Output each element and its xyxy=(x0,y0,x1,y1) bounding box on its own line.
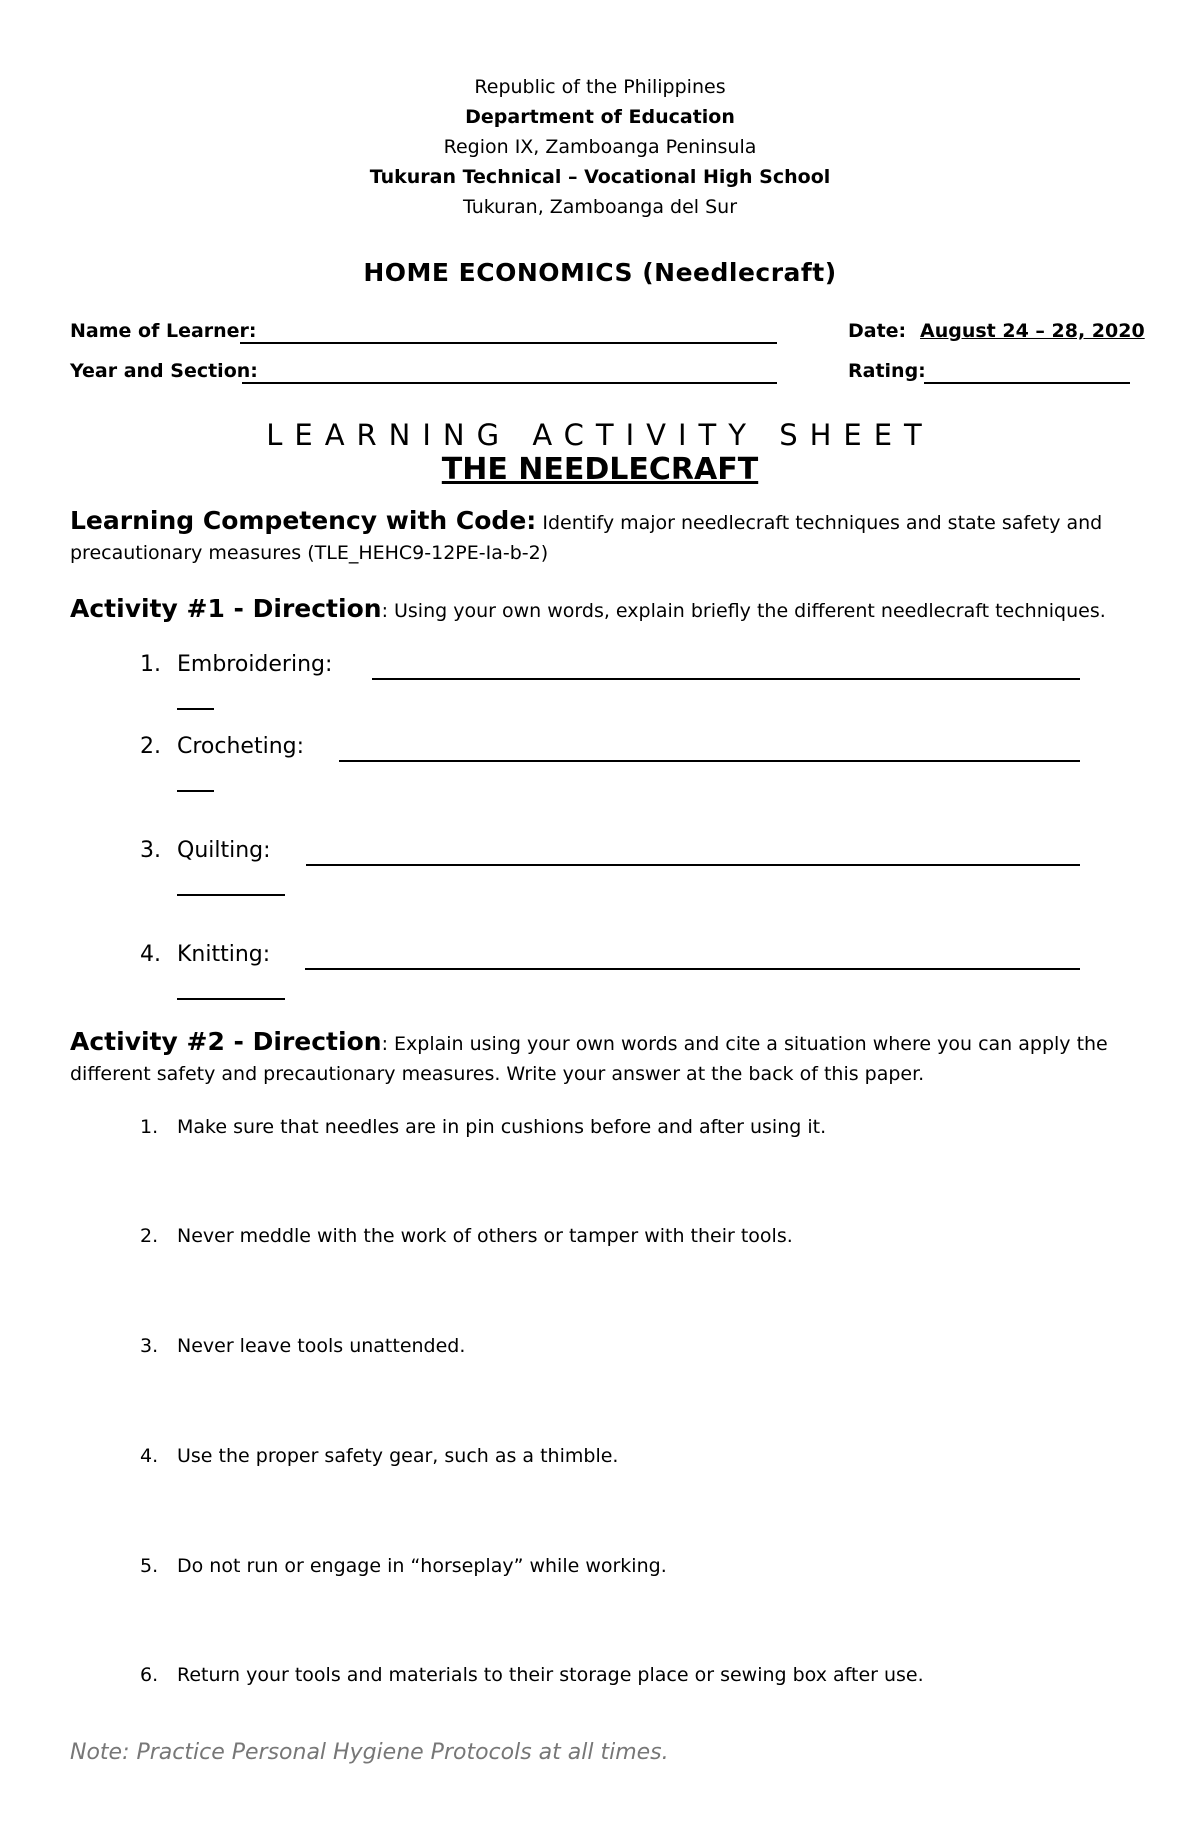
item-label: Quilting: xyxy=(177,838,271,863)
rating-blank[interactable] xyxy=(924,360,1130,384)
item-label: Crocheting: xyxy=(177,734,305,759)
item-text: Never meddle with the work of others or tamper with their tools. xyxy=(177,1225,793,1247)
competency-label: Learning Competency with Code: xyxy=(70,506,537,535)
competency-text: Identify major needlecraft techniques and state safety and precautionary measures (TLE_HEHC9-12PE-Ia-b-2) xyxy=(70,512,1103,564)
item-number: 2. xyxy=(140,1225,159,1247)
header-address: Tukuran, Zamboanga del Sur xyxy=(462,196,738,218)
section-label: Year and Section: xyxy=(70,360,258,382)
answer-blank-continued[interactable] xyxy=(177,768,214,792)
document-header xyxy=(0,72,1200,222)
hygiene-note: Note: Practice Personal Hygiene Protocols at all times. xyxy=(70,1740,669,1765)
name-blank[interactable] xyxy=(240,320,777,344)
item-number: 2. xyxy=(140,734,161,759)
answer-blank[interactable] xyxy=(339,738,1080,762)
section-blank[interactable] xyxy=(242,360,777,384)
header-department: Department of Education xyxy=(465,106,735,128)
item-number: 4. xyxy=(140,1445,159,1467)
item-label: Embroidering: xyxy=(177,652,333,677)
rating-label: Rating: xyxy=(848,360,926,382)
activity1-direction xyxy=(70,594,1130,626)
item-number: 6. xyxy=(140,1664,159,1686)
item-text: Make sure that needles are in pin cushions before and after using it. xyxy=(177,1116,827,1138)
header-region: Region IX, Zamboanga Peninsula xyxy=(443,136,757,158)
activity1-label: Activity #1 - Direction xyxy=(70,594,382,623)
name-label: Name of Learner: xyxy=(70,320,257,342)
subject-title: HOME ECONOMICS (Needlecraft) xyxy=(363,258,837,287)
answer-blank[interactable] xyxy=(305,946,1080,970)
item-number: 1. xyxy=(140,1116,159,1138)
answer-blank[interactable] xyxy=(306,842,1080,866)
header-country: Republic of the Philippines xyxy=(474,76,726,98)
item-text: Return your tools and materials to their storage place or sewing box after use. xyxy=(177,1664,924,1686)
item-number: 3. xyxy=(140,1335,159,1357)
activity2-direction xyxy=(70,1027,1130,1089)
activity1-text: : Using your own words, explain briefly the different needlecraft techniques. xyxy=(381,600,1106,622)
item-number: 3. xyxy=(140,838,161,863)
header-school: Tukuran Technical – Vocational High School xyxy=(369,166,831,188)
main-title: THE NEEDLECRAFT xyxy=(441,452,759,487)
item-number: 1. xyxy=(140,652,161,677)
answer-blank-continued[interactable] xyxy=(177,976,285,1000)
date-label: Date: xyxy=(848,320,907,342)
answer-blank-continued[interactable] xyxy=(177,872,285,896)
answer-blank-continued[interactable] xyxy=(177,686,214,710)
learning-competency xyxy=(70,506,1130,568)
item-text: Do not run or engage in “horseplay” while working. xyxy=(177,1555,667,1577)
sheet-title: LEARNING ACTIVITY SHEET xyxy=(266,418,934,452)
answer-blank[interactable] xyxy=(372,656,1080,680)
activity2-text: : Explain using your own words and cite a situation where you can apply the different safety and precautionary measures. Write your answer at the back of this paper. xyxy=(70,1033,1108,1085)
activity2-label: Activity #2 - Direction xyxy=(70,1027,382,1056)
item-number: 5. xyxy=(140,1555,159,1577)
date-value: August 24 – 28, 2020 xyxy=(920,320,1145,342)
item-number: 4. xyxy=(140,942,161,967)
item-label: Knitting: xyxy=(177,942,271,967)
item-text: Never leave tools unattended. xyxy=(177,1335,466,1357)
item-text: Use the proper safety gear, such as a thimble. xyxy=(177,1445,619,1467)
